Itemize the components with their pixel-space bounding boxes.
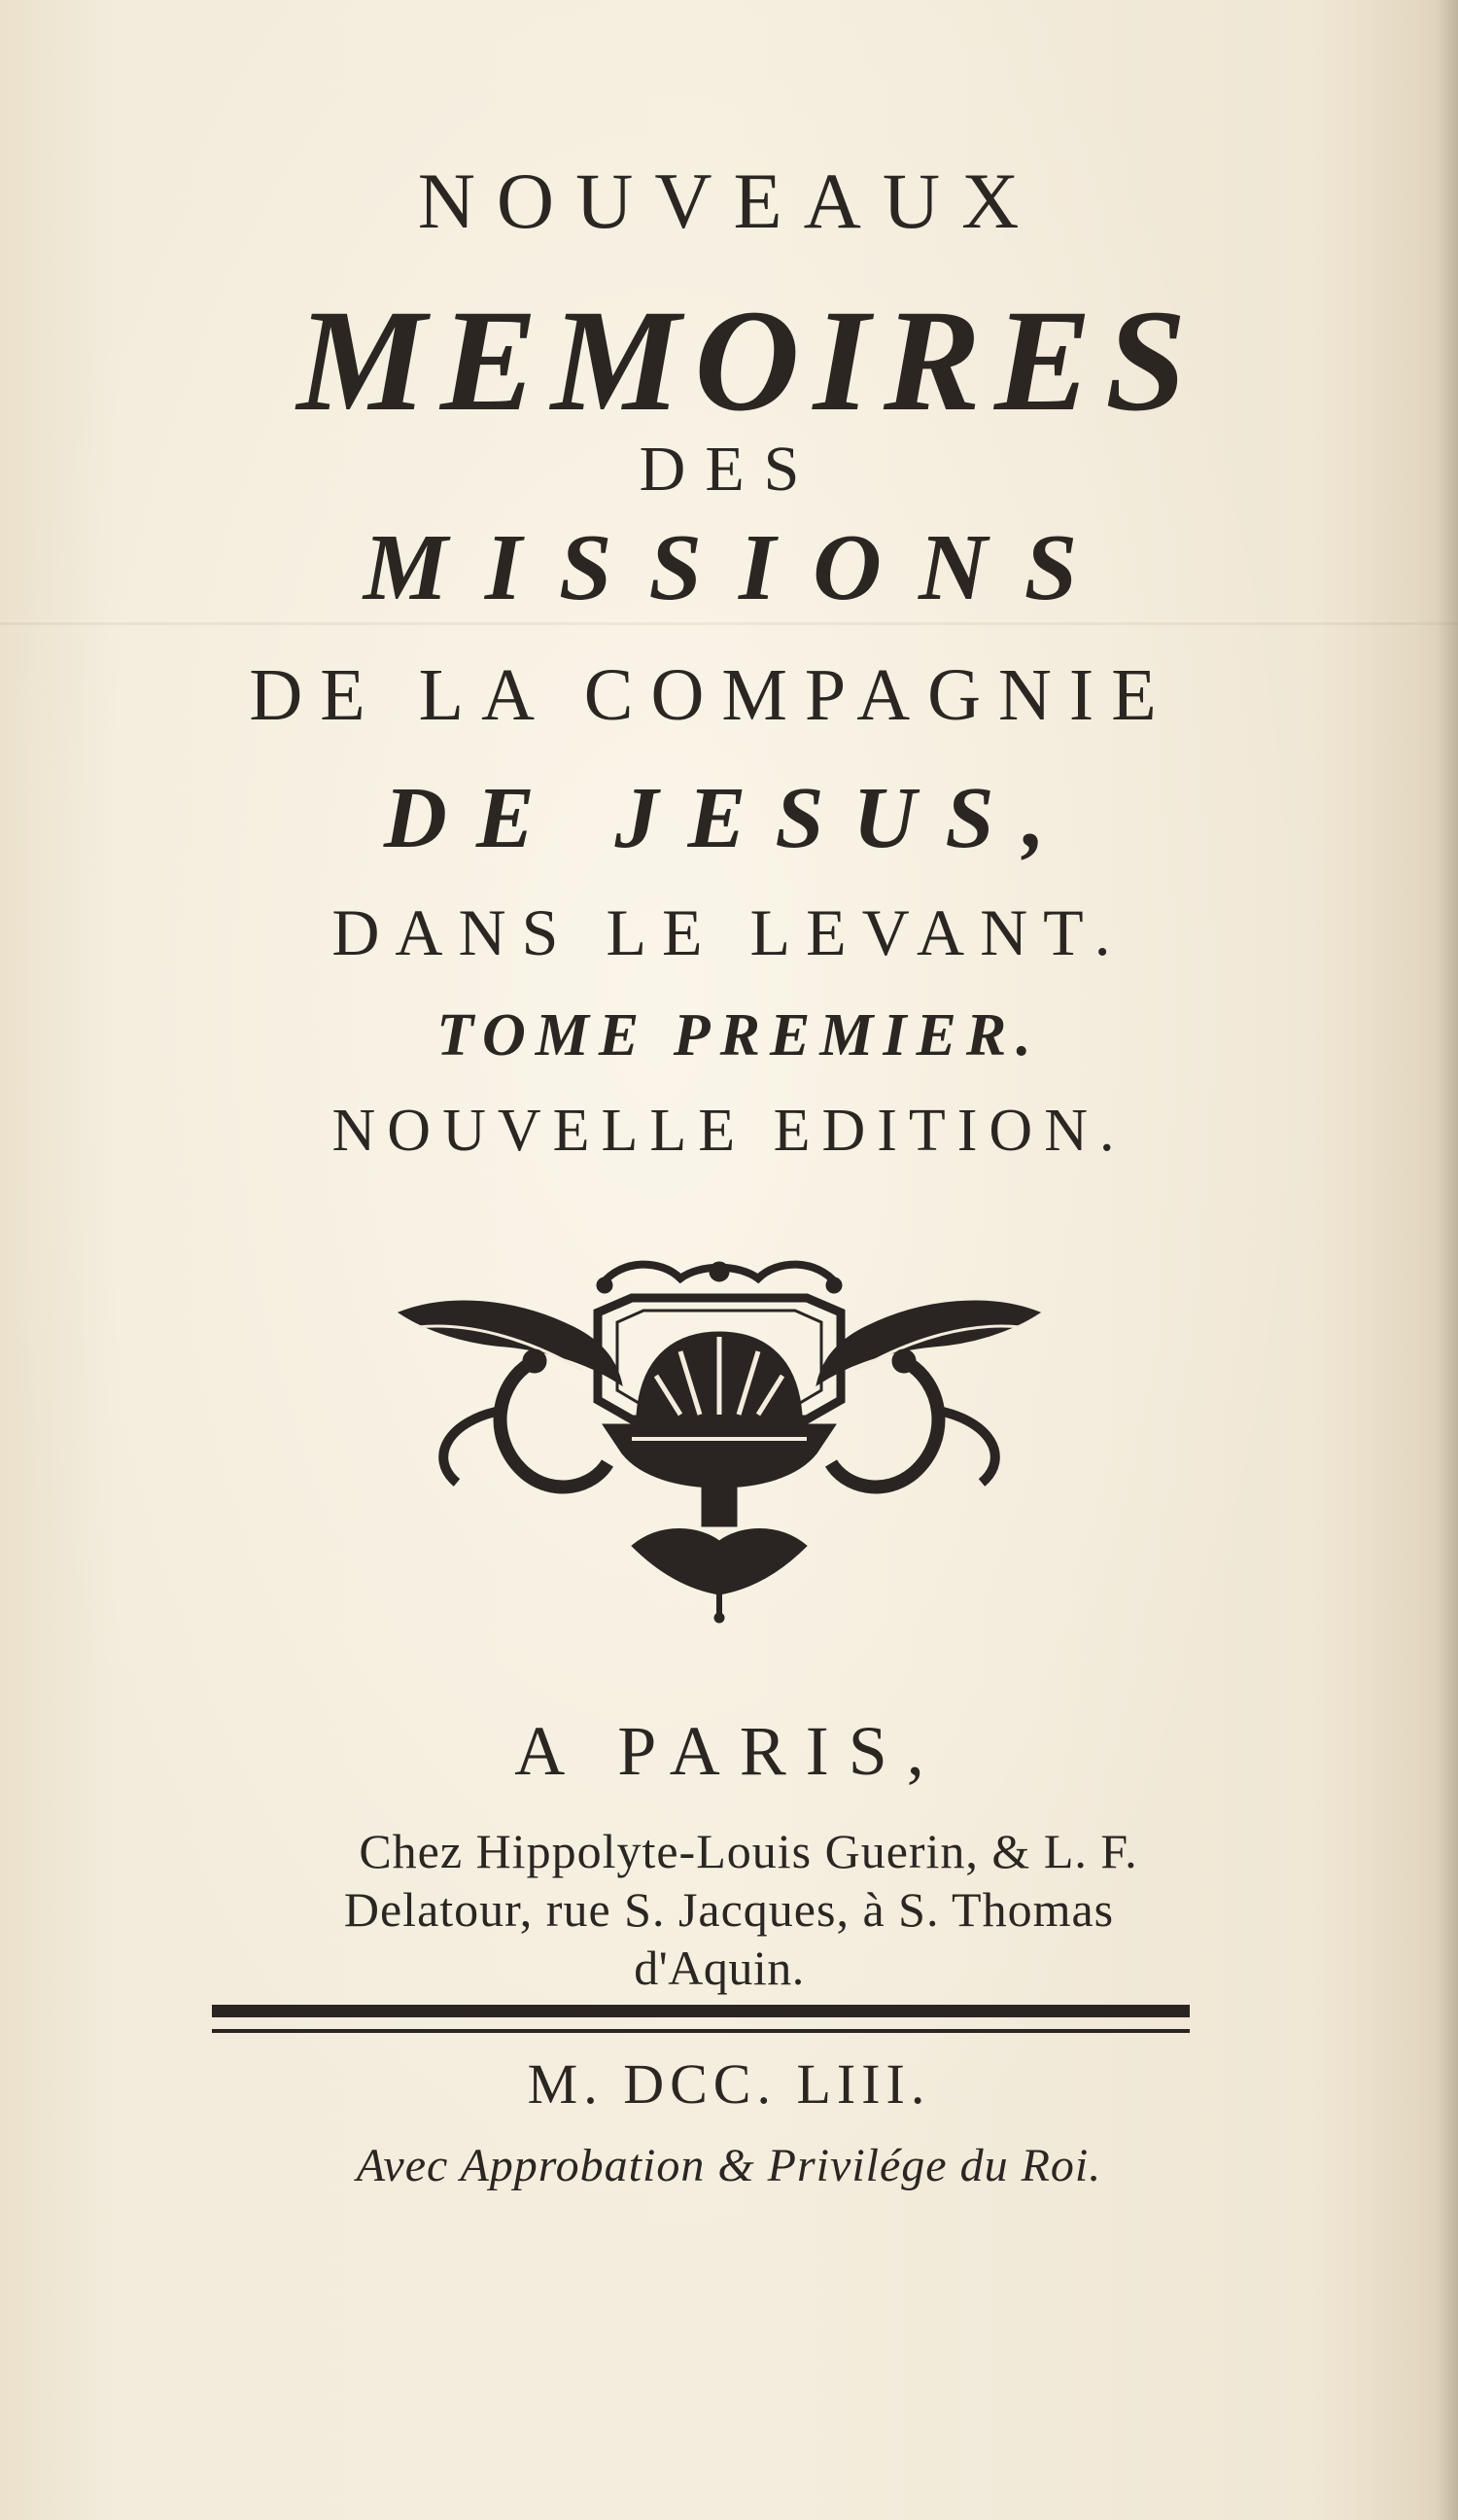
imprint-publisher-line-3: d'Aquin.	[634, 1941, 805, 1995]
title-line-jesus: DE JESUS,	[383, 770, 1075, 866]
title-line-levant: DANS LE LEVANT.	[331, 895, 1127, 969]
title-line-memoires: MEMOIRES	[296, 280, 1200, 441]
imprint-publisher-line-2: Delatour, rue S. Jacques, à S. Thomas	[343, 1882, 1115, 1937]
title-line-compagnie: DE LA COMPAGNIE	[249, 654, 1174, 736]
title-line-nouveaux: NOUVEAUX	[417, 157, 1041, 245]
title-line-missions: MISSIONS	[363, 515, 1115, 620]
edition-line: NOUVELLE EDITION.	[331, 1098, 1127, 1164]
paper-crease	[0, 622, 1458, 625]
imprint-rule-thick	[212, 2005, 1190, 2017]
imprint-place: A PARIS,	[514, 1712, 944, 1790]
imprint-date: M. DCC. LIII.	[527, 2052, 931, 2116]
imprint-rule-thin	[212, 2029, 1190, 2033]
shell-cartouche-ornament-icon	[389, 1254, 1050, 1624]
title-line-des: DES	[639, 434, 819, 505]
volume-line: TOME PREMIER.	[436, 1002, 1041, 1068]
privilege-line: Avec Approbation & Privilége du Roi.	[356, 2140, 1102, 2191]
imprint-publisher-line-1: Chez Hippolyte-Louis Guerin, & L. F.	[359, 1824, 1138, 1878]
